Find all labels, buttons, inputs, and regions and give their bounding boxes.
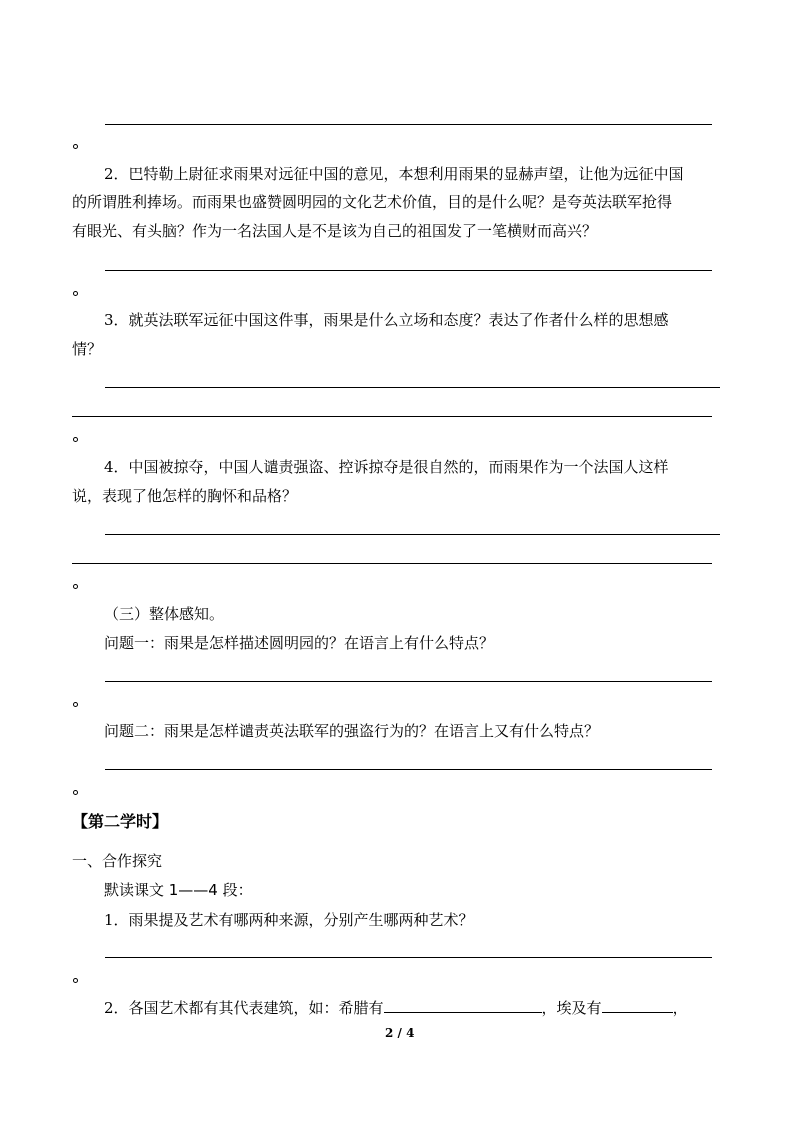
answer-line[interactable] bbox=[105, 769, 712, 770]
period-mark bbox=[73, 291, 78, 296]
q2-mid: ，埃及有 bbox=[541, 999, 602, 1017]
question-4-line-1: 4．中国被掠夺，中国人谴责强盗、控诉掠夺是很自然的，而雨果作为一个法国人这样 bbox=[104, 458, 669, 476]
question-one: 问题一：雨果是怎样描述圆明园的？在语言上有什么特点？ bbox=[104, 634, 495, 652]
question-two: 问题二：雨果是怎样谴责英法联军的强盗行为的？在语言上又有什么特点？ bbox=[104, 722, 600, 740]
answer-line[interactable] bbox=[105, 681, 712, 682]
question-3-line-2: 情？ bbox=[72, 340, 103, 358]
answer-line[interactable] bbox=[72, 416, 712, 417]
q2-prefix: 2．各国艺术都有其代表建筑，如：希腊有 bbox=[104, 999, 384, 1017]
page-number: 2 / 4 bbox=[385, 1026, 415, 1040]
question-2-line-3: 有眼光、有头脑？作为一名法国人是不是该为自己的祖国发了一笔横财而高兴？ bbox=[72, 222, 598, 240]
lesson2-question-2 bbox=[104, 998, 688, 1018]
question-2-line-1: 2．巴特勒上尉征求雨果对远征中国的意见，本想利用雨果的显赫声望，让他为远征中国 bbox=[104, 165, 684, 183]
period-mark bbox=[73, 584, 78, 589]
answer-line[interactable] bbox=[105, 957, 712, 958]
period-mark bbox=[73, 144, 78, 149]
period-mark bbox=[73, 437, 78, 442]
question-2-line-2: 的所谓胜利捧场。而雨果也盛赞圆明园的文化艺术价值，目的是什么呢？是夸英法联军抢得 bbox=[72, 193, 673, 211]
answer-line[interactable] bbox=[105, 534, 720, 535]
reading-instruction: 默读课文 1——4 段： bbox=[104, 881, 253, 899]
q2-end: ， bbox=[672, 999, 688, 1017]
period-mark bbox=[73, 790, 78, 795]
question-3-line-1: 3．就英法联军远征中国这件事，雨果是什么立场和态度？表达了作者什么样的思想感 bbox=[104, 311, 669, 329]
answer-line[interactable] bbox=[105, 124, 712, 125]
answer-line[interactable] bbox=[105, 387, 720, 388]
answer-line[interactable] bbox=[72, 563, 712, 564]
blank-egypt[interactable] bbox=[602, 998, 673, 1013]
section-heading: （三）整体感知。 bbox=[104, 605, 225, 623]
lesson2-question-1: 1．雨果提及艺术有哪两种来源，分别产生哪两种艺术？ bbox=[104, 911, 474, 929]
question-4-line-2: 说，表现了他怎样的胸怀和品格？ bbox=[72, 487, 298, 505]
answer-line[interactable] bbox=[105, 270, 712, 271]
blank-greece[interactable] bbox=[384, 998, 542, 1013]
period-mark bbox=[73, 702, 78, 707]
part-heading: 一、合作探究 bbox=[72, 852, 163, 870]
period-mark bbox=[73, 978, 78, 983]
lesson-title: 【第二学时】 bbox=[72, 812, 169, 831]
